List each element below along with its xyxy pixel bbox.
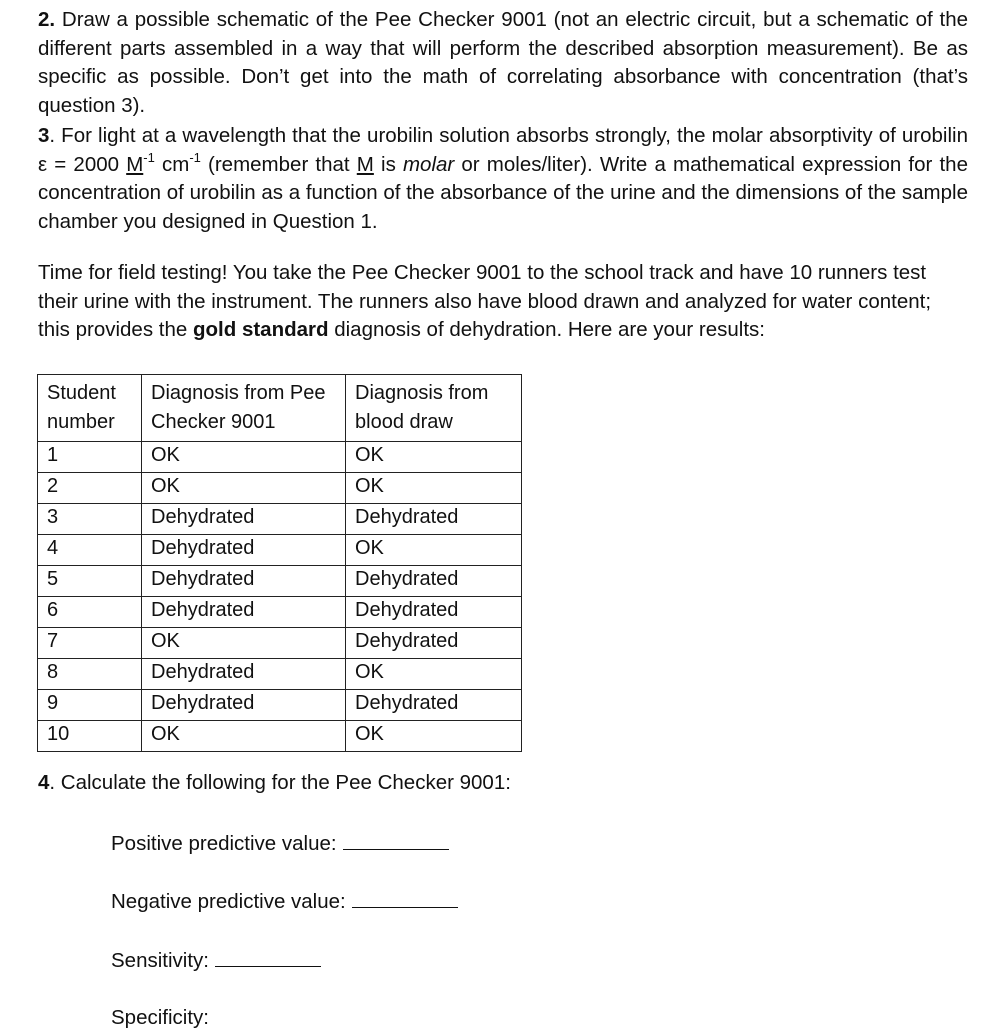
pee-checker-result: Dehydrated [142, 659, 346, 690]
pee-checker-result: OK [142, 628, 346, 659]
pee-checker-result: OK [142, 721, 346, 752]
unit-cm: cm [154, 152, 190, 176]
specificity-label: Specificity: [111, 1006, 209, 1029]
pee-checker-result: OK [142, 473, 346, 504]
exponent-1: -1 [143, 149, 155, 165]
pee-checker-result: OK [142, 442, 346, 473]
student-number: 4 [38, 535, 142, 566]
question-3-text-b: (remember that [200, 152, 357, 176]
student-number: 1 [38, 442, 142, 473]
table-row [38, 597, 522, 628]
question-2 [38, 6, 968, 120]
field-text-a: Time for field testing! You take the Pee Checker 9001 to the school track and have 10 runners test their urine with the instrument. The runners also have blood drawn and analyzed for water content; this provides the [38, 261, 932, 341]
student-number: 6 [38, 597, 142, 628]
npv-line [111, 889, 458, 914]
results-table [37, 374, 522, 752]
gold-standard: gold standard [192, 318, 329, 341]
pee-checker-result: Dehydrated [142, 597, 346, 628]
student-number: 5 [38, 566, 142, 597]
sensitivity-answer-blank[interactable] [215, 948, 321, 967]
unit-molar: M [126, 152, 144, 176]
blood-draw-result: OK [346, 473, 522, 504]
pee-checker-result: Dehydrated [142, 535, 346, 566]
student-number: 3 [38, 504, 142, 535]
question-2-number: 2. [38, 8, 56, 31]
pee-checker-result: Dehydrated [142, 566, 346, 597]
question-4-text: . Calculate the following for the Pee Checker 9001: [49, 771, 511, 794]
table-row [38, 473, 522, 504]
blood-draw-result: OK [346, 442, 522, 473]
field-text-b: diagnosis of dehydration. Here are your results: [328, 318, 765, 341]
table-row [38, 659, 522, 690]
blood-draw-result: Dehydrated [346, 597, 522, 628]
ppv-label: Positive predictive value: [111, 832, 337, 855]
sensitivity-label: Sensitivity: [111, 949, 209, 972]
blood-draw-result: OK [346, 659, 522, 690]
question-4 [38, 771, 511, 795]
question-3-text-a: . For light at a wavelength that the urobilin solution absorbs strongly, the molar absorptivity of urobilin ε = 2000 [38, 124, 968, 176]
table-row [38, 535, 522, 566]
blood-draw-result: OK [346, 721, 522, 752]
question-3 [38, 122, 968, 236]
npv-label: Negative predictive value: [111, 890, 346, 913]
student-number: 9 [38, 690, 142, 721]
sensitivity-line [111, 948, 321, 973]
table-row [38, 442, 522, 473]
pee-checker-result: Dehydrated [142, 504, 346, 535]
exponent-2: -1 [189, 149, 201, 165]
table-row [38, 566, 522, 597]
ppv-line [111, 831, 449, 856]
question-4-number: 4 [38, 771, 50, 794]
header-student-number: Student number [38, 375, 142, 442]
student-number: 7 [38, 628, 142, 659]
specificity-line [111, 1006, 209, 1030]
question-3-text-c: is [373, 152, 403, 176]
field-testing-paragraph [38, 259, 968, 345]
table-row [38, 721, 522, 752]
question-3-number: 3 [38, 124, 50, 147]
npv-answer-blank[interactable] [352, 889, 458, 908]
blood-draw-result: Dehydrated [346, 628, 522, 659]
blood-draw-result: Dehydrated [346, 690, 522, 721]
pee-checker-result: Dehydrated [142, 690, 346, 721]
question-2-text: Draw a possible schematic of the Pee Checker 9001 (not an electric circuit, but a schematic of the different parts assembled in a way that will perform the described absorption measurement). Be as specific as possible. Don’t get into the math of correlating absorbance with concentration (that’s question 3). [38, 8, 968, 117]
table-row [38, 628, 522, 659]
header-pee-checker: Diagnosis from Pee Checker 9001 [142, 375, 346, 442]
student-number: 10 [38, 721, 142, 752]
header-blood-draw: Diagnosis from blood draw [346, 375, 522, 442]
table-header-row [38, 375, 522, 442]
student-number: 2 [38, 473, 142, 504]
molar-italic: molar [402, 152, 455, 176]
blood-draw-result: Dehydrated [346, 504, 522, 535]
question-3-text-d: or moles/liter). Write a mathematical expression for the concentration of urobilin as a function of the absorbance of the urine and the dimensions of the sample chamber you designed in Question 1. [38, 152, 968, 233]
table-row [38, 690, 522, 721]
blood-draw-result: OK [346, 535, 522, 566]
unit-molar-2: M [356, 152, 374, 176]
student-number: 8 [38, 659, 142, 690]
blood-draw-result: Dehydrated [346, 566, 522, 597]
table-row [38, 504, 522, 535]
ppv-answer-blank[interactable] [343, 831, 449, 850]
